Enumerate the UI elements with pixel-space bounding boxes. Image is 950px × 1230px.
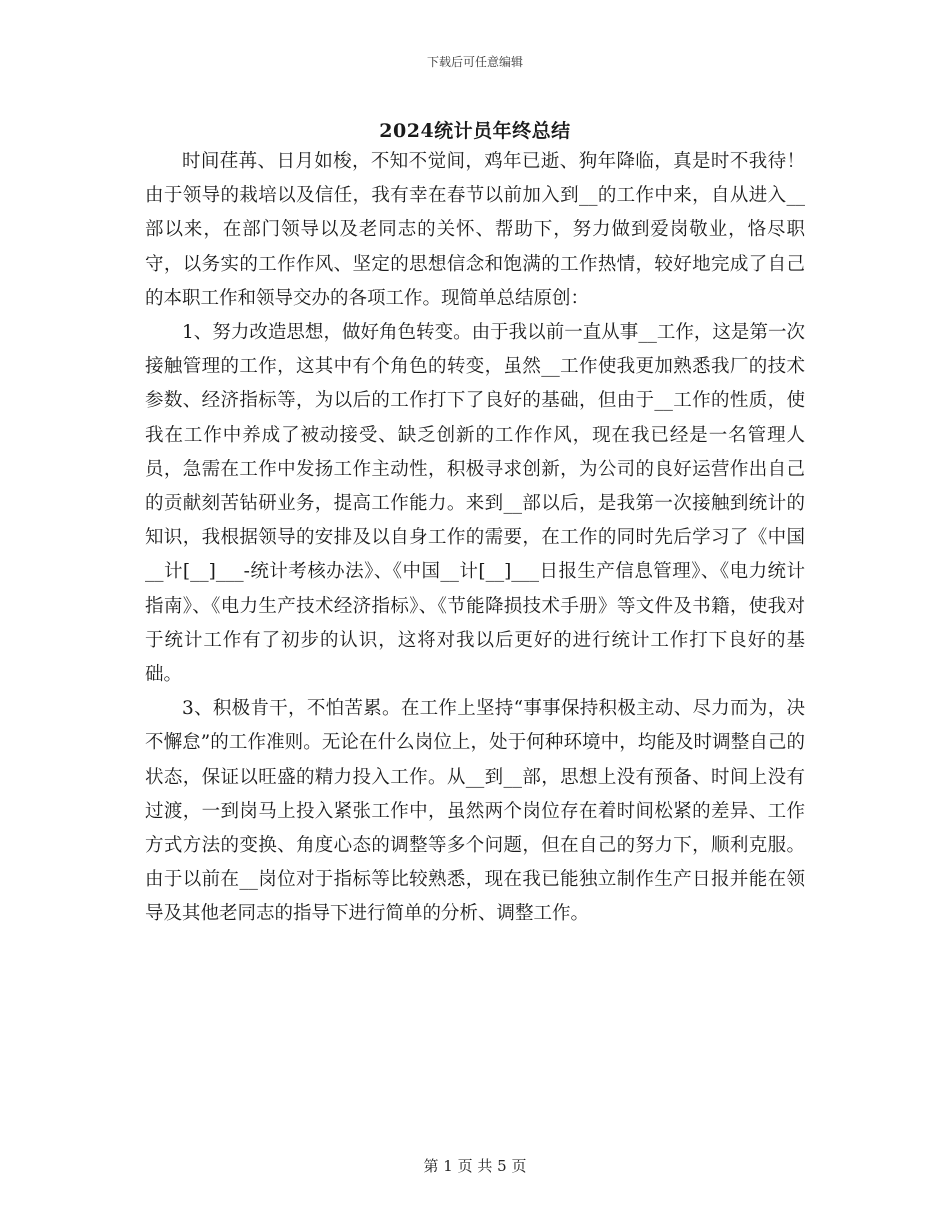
paragraph-item-3: 3、积极肯干，不怕苦累。在工作上坚持“事事保持积极主动、尽力而为，决不懈怠”的工作准则。无论在什么岗位上，处于何种环境中，均能及时调整自己的状态，保证以旺盛的精力投入工作。从__到__部，思想上没有预备、时间上没有过渡，一到岗马上投入紧张工作中，虽然两个岗位存在着时间松紧的差异、工作方式方法的变换、角度心态的调整等多个问题，但在自己的努力下，顺利克服。由于以前在__岗位对于指标等比较熟悉，现在我已能独立制作生产日报并能在领导及其他老同志的指导下进行简单的分析、调整工作。	[145, 698, 805, 925]
paragraph-item-1: 1、努力改造思想，做好角色转变。由于我以前一直从事__工作，这是第一次接触管理的工作，这其中有个角色的转变，虽然__工作使我更加熟悉我厂的技术参数、经济指标等，为以后的工作打下了良好的基础，但由于__工作的性质，使我在工作中养成了被动接受、缺乏创新的工作作风，现在我已经是一名管理人员，急需在工作中发扬工作主动性，积极寻求创新，为公司的良好运营作出自己的贡献刻苦钻研业务，提高工作能力。来到__部以后，是我第一次接触到统计的知识，我根据领导的安排及以自身工作的需要，在工作的同时先后学习了《中国__计[__]___-统计考核办法》、《中国__计[__]___日报生产信息管理》、《电力统计指南》、《电力生产技术经济指标》、《节能降损技术手册》等文件及书籍，使我对于统计工作有了初步的认识，这将对我以后更好的进行统计工作打下良好的基础。	[145, 322, 805, 686]
header-note: 下载后可任意编辑	[426, 55, 523, 69]
page-footer: 第 1 页 共 5 页	[423, 1157, 527, 1175]
document-title: 2024统计员年终总结	[379, 120, 571, 142]
paragraph-intro: 时间荏苒、日月如梭，不知不觉间，鸡年已逝、狗年降临，真是时不我待！由于领导的栽培以及信任，我有幸在春节以前加入到__的工作中来，自从进入__部以来，在部门领导以及老同志的关怀、帮助下，努力做到爱岗敬业，恪尽职守，以务实的工作作风、坚定的思想信念和饱满的工作热情，较好地完成了自己的本职工作和领导交办的各项工作。现简单总结原创：	[145, 151, 805, 309]
document-body	[145, 145, 805, 932]
